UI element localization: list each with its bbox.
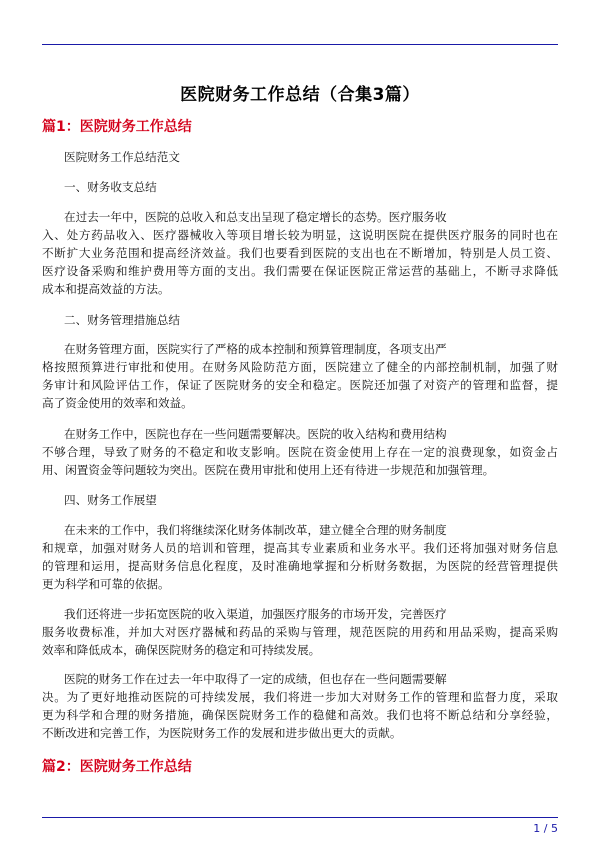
header-rule [42, 44, 558, 45]
paragraph-line: 不够合理，导致了财务的不稳定和收支影响。医院在资金使用上存在一定的浪费现象，如资金占 [42, 445, 558, 459]
paragraph-line: 决。为了更好地推动医院的可持续发展，我们将进一步加大对财务工作的管理和监督力度，采取 [42, 690, 558, 704]
paragraph-line: 不断扩大业务范围和提高经济效益。我们也要看到医院的支出也在不断增加，特别是人员工资、 [42, 246, 558, 260]
paragraph-line: 成本和提高效益的方法。 [42, 282, 170, 296]
section-heading-2: 篇2：医院财务工作总结 [42, 759, 192, 775]
subheading-line: 一、财务收支总结 [64, 180, 157, 194]
paragraph-line: 入、处方药品收入、医疗器械收入等项目增长较为明显，这说明医院在提供医疗服务的同时也在 [42, 228, 558, 242]
paragraph-line: 的管理和运用，提高财务信息化程度，及时准确地掌握和分析财务数据，为医院的经营管理提供 [42, 559, 558, 573]
paragraph-line: 医疗设备采购和维护费用等方面的支出。我们需要在保证医院正常运营的基础上，不断寻求降低 [42, 264, 558, 278]
paragraph-line: 我们还将进一步拓宽医院的收入渠道，加强医疗服务的市场开发，完善医疗 [64, 607, 447, 621]
paragraph-line: 在财务管理方面，医院实行了严格的成本控制和预算管理制度，各项支出严 [64, 342, 447, 356]
paragraph-line: 在财务工作中，医院也存在一些问题需要解决。医院的收入结构和费用结构 [64, 427, 447, 441]
footer-rule [42, 817, 558, 818]
section-heading-1: 篇1：医院财务工作总结 [42, 119, 192, 135]
paragraph-line: 更为科学和合理的财务措施，确保医院财务工作的稳健和高效。我们也将不断总结和分享经验， [42, 708, 558, 722]
subtitle-line: 医院财务工作总结范文 [64, 150, 180, 164]
paragraph-line: 医院的财务工作在过去一年中取得了一定的成绩，但也存在一些问题需要解 [64, 672, 447, 686]
paragraph-line: 在未来的工作中，我们将继续深化财务体制改革，建立健全合理的财务制度 [64, 523, 447, 537]
paragraph-line: 服务收费标准，并加大对医疗器械和药品的采购与管理，规范医院的用药和用品采购，提高采购 [42, 625, 558, 639]
paragraph-line: 用、闲置资金等问题较为突出。医院在费用审批和使用上还有待进一步规范和加强管理。 [42, 463, 495, 477]
paragraph-line: 务审计和风险评估工作，保证了医院财务的安全和稳定。医院还加强了对资产的管理和监督，提 [42, 378, 558, 392]
paragraph-line: 不断改进和完善工作，为医院财务工作的发展和进步做出更大的贡献。 [42, 726, 402, 740]
paragraph-line: 格按照预算进行审批和使用。在财务风险防范方面，医院建立了健全的内部控制机制，加强了财 [42, 360, 558, 374]
page-number: 1 / 5 [533, 822, 558, 835]
document-title: 医院财务工作总结（合集3篇） [180, 85, 420, 105]
paragraph-line: 更为科学和可靠的依据。 [42, 577, 170, 591]
paragraph-line: 效率和降低成本，确保医院财务的稳定和可持续发展。 [42, 643, 321, 657]
subheading-line: 四、财务工作展望 [64, 493, 157, 507]
paragraph-line: 和规章，加强对财务人员的培训和管理，提高其专业素质和业务水平。我们还将加强对财务信息 [42, 541, 558, 555]
paragraph-line: 高了资金使用的效率和效益。 [42, 396, 193, 410]
subheading-line: 二、财务管理措施总结 [64, 313, 180, 327]
paragraph-line: 在过去一年中，医院的总收入和总支出呈现了稳定增长的态势。医疗服务收 [64, 210, 447, 224]
